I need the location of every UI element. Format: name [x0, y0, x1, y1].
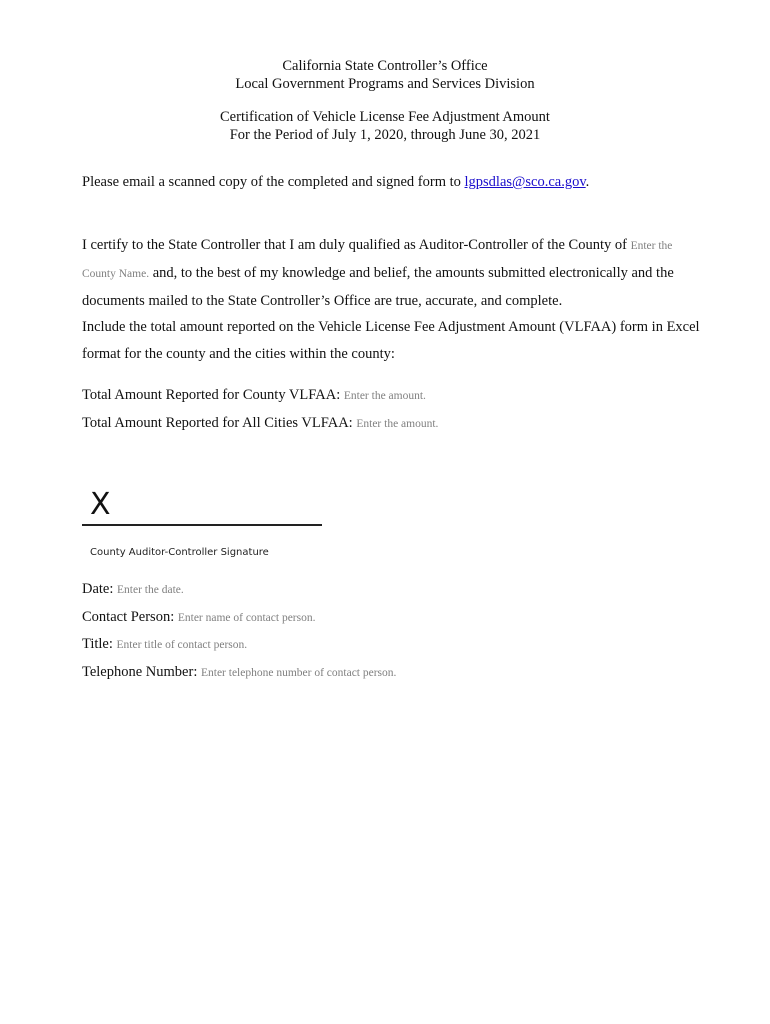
title-field[interactable]: Enter title of contact person. — [116, 639, 248, 651]
title-row — [82, 631, 702, 659]
cities-total-field[interactable]: Enter the amount. — [356, 418, 439, 430]
division-name: Local Government Programs and Services Division — [235, 76, 535, 92]
date-row — [82, 576, 702, 604]
certification-text-1: I certify to the State Controller that I am duly qualified as Auditor-Controller of the County of — [82, 237, 631, 253]
form-title: Certification of Vehicle License Fee Adjustment Amount — [220, 109, 550, 125]
email-instruction-text: Please email a scanned copy of the completed and signed form to — [82, 174, 465, 190]
telephone-field[interactable]: Enter telephone number of contact person. — [200, 666, 397, 679]
date-field[interactable]: Enter the date. — [117, 584, 184, 596]
certification-text-2: and, to the best of my knowledge and belief, the amounts submitted electronically and the documents mailed to the State Controller’s Office are true, accurate, and complete. — [82, 264, 674, 309]
county-total-label: Total Amount Reported for County VLFAA: — [82, 387, 344, 403]
form-period: For the Period of July 1, 2020, through June 30, 2021 — [229, 127, 541, 143]
county-total-row — [82, 382, 702, 410]
contact-person-label: Contact Person: — [82, 608, 178, 625]
signature-block — [82, 488, 324, 558]
office-name: California State Controller’s Office — [282, 58, 488, 74]
email-instruction — [82, 174, 702, 191]
totals-section — [82, 382, 702, 438]
cities-total-label: Total Amount Reported for All Cities VLFAA: — [82, 415, 357, 431]
county-total-field[interactable]: Enter the amount. — [343, 390, 426, 402]
certification-statement — [82, 232, 702, 368]
form-title-block — [0, 108, 770, 144]
contact-section — [82, 576, 702, 686]
email-link[interactable]: lgpsdlas@sco.ca.gov — [464, 174, 586, 190]
county-name-field[interactable]: Enter the County Name. — [82, 240, 673, 280]
telephone-row — [82, 659, 702, 687]
signature-mark: X — [90, 487, 111, 522]
signature-label: County Auditor-Controller Signature — [90, 547, 269, 558]
include-instruction: Include the total amount reported on the Vehicle License Fee Adjustment Amount (VLFAA) form in Excel format for the county and the cities within the county: — [82, 319, 700, 363]
office-header — [0, 57, 770, 93]
email-suffix: . — [585, 174, 590, 190]
contact-person-field[interactable]: Enter name of contact person. — [177, 611, 316, 624]
cities-total-row — [82, 410, 702, 438]
contact-person-row — [82, 604, 702, 632]
date-label: Date: — [82, 581, 118, 597]
signature-line[interactable] — [82, 524, 322, 526]
telephone-label: Telephone Number: — [82, 663, 201, 680]
title-label: Title: — [82, 636, 117, 652]
